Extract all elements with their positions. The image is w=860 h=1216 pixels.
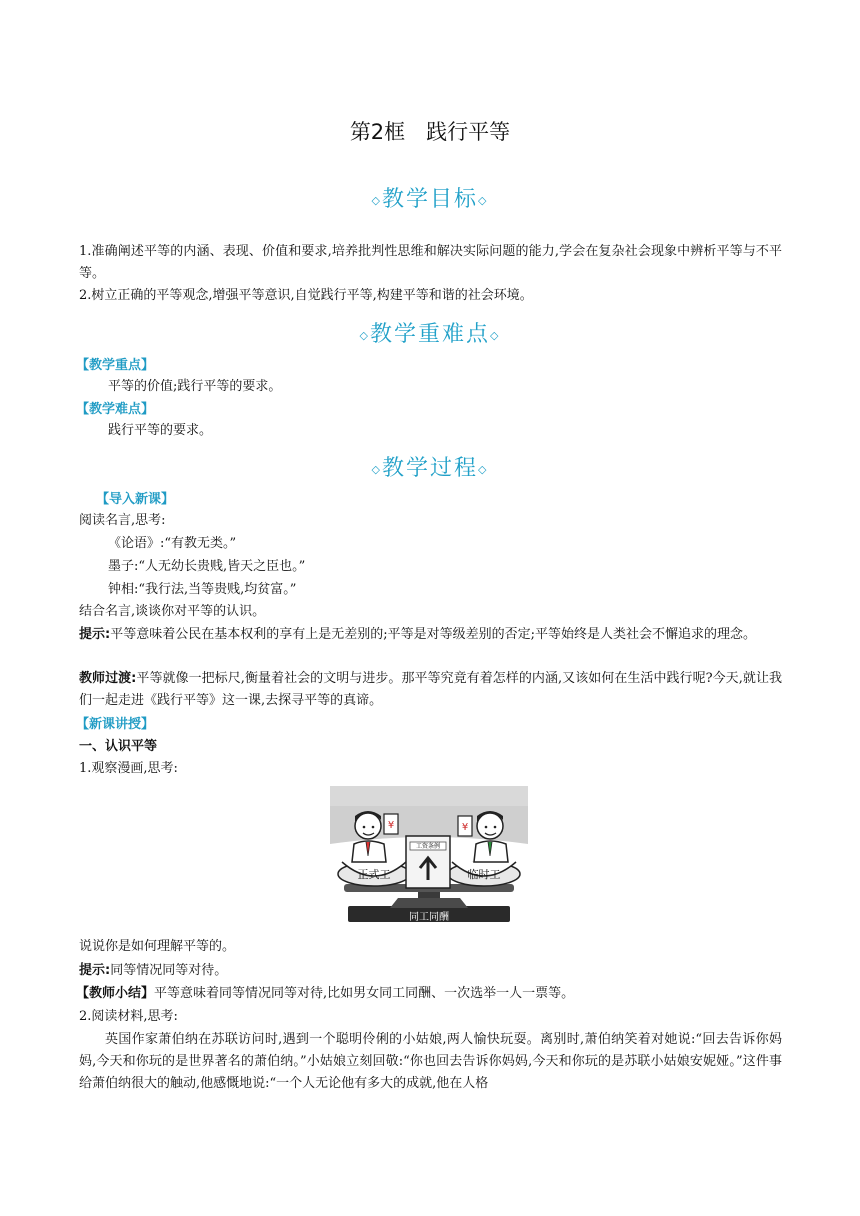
intro-prompt: 阅读名言,思考: bbox=[79, 513, 166, 528]
cartoon-base-label: 同工同酬 bbox=[409, 912, 449, 923]
section-heading-goals bbox=[0, 182, 860, 213]
goal-item-1: 1.准确阐述平等的内涵、表现、价值和要求,培养批判性思维和解决实际问题的能力,学会在复杂社会现象中辨析平等与不平等。 bbox=[79, 244, 782, 281]
cartoon-right-label: 临时工 bbox=[467, 868, 501, 881]
reading-material: 英国作家萧伯纳在苏联访问时,遇到一个聪明伶俐的小姑娘,两人愉快玩耍。离别时,萧伯纳笑着对她说:“回去告诉你妈妈,今天和你玩的是世界著名的萧伯纳。”小姑娘立刻回敬:“你也回去告诉你妈妈,今天和你玩的是苏联小姑娘安妮娅。”这件事给萧伯纳很大的触动,他感慨地说:“一个人无论他有多大的成就,他在人格 bbox=[79, 1032, 782, 1091]
tag-intro: 【导入新课】 bbox=[96, 492, 175, 507]
cartoon-coin-right: ¥ bbox=[461, 822, 469, 833]
teacher-summary bbox=[76, 983, 782, 1005]
difficulties-text: 践行平等的要求。 bbox=[108, 423, 213, 438]
tag-difficulties: 【教学难点】 bbox=[76, 402, 155, 417]
transition-text: 平等就像一把标尺,衡量着社会的文明与进步。那平等究竟有着怎样的内涵,又该如何在生活中践行呢?今天,就让我们一起走进《践行平等》这一课,去探寻平等的真谛。 bbox=[79, 671, 782, 708]
goal-item-2: 2.树立正确的平等观念,增强平等意识,自觉践行平等,构建平等和谐的社会环境。 bbox=[79, 288, 533, 303]
tag-key-points: 【教学重点】 bbox=[76, 358, 155, 373]
item-1: 1.观察漫画,思考: bbox=[79, 761, 178, 776]
hint-1-text: 同等情况同等对待。 bbox=[110, 963, 228, 978]
item-2: 2.阅读材料,思考: bbox=[79, 1009, 178, 1024]
tag-new-lesson: 【新课讲授】 bbox=[76, 717, 155, 732]
section-heading-process-text: 教学过程 bbox=[381, 456, 478, 481]
diamond-icon: ◇ bbox=[359, 329, 370, 342]
hint-label: 提示: bbox=[79, 963, 111, 978]
quote-1: 《论语》:“有教无类。” bbox=[108, 536, 237, 551]
diamond-icon: ◇ bbox=[371, 194, 382, 207]
question-1: 说说你是如何理解平等的。 bbox=[79, 939, 236, 954]
teacher-transition bbox=[79, 668, 782, 712]
transition-label: 教师过渡: bbox=[79, 671, 137, 686]
diamond-icon: ◇ bbox=[478, 463, 489, 476]
diamond-icon: ◇ bbox=[371, 463, 382, 476]
tag-summary: 【教师小结】 bbox=[76, 986, 155, 1001]
summary-text: 平等意味着同等情况同等对待,比如男女同工同酬、一次选举一人一票等。 bbox=[154, 986, 575, 1001]
cartoon-book-label: 工资条例 bbox=[415, 843, 441, 850]
hint-label: 提示: bbox=[79, 627, 111, 642]
hint-text: 平等意味着公民在基本权利的享有上是无差别的;平等是对等级差别的否定;平等始终是人类社会不懈追求的理念。 bbox=[110, 627, 756, 642]
page-title: 第2框 践行平等 bbox=[349, 120, 511, 144]
intro-question: 结合名言,谈谈你对平等的认识。 bbox=[79, 604, 266, 619]
diamond-icon: ◇ bbox=[490, 329, 501, 342]
cartoon-coin-left: ¥ bbox=[387, 820, 395, 831]
cartoon-left-label: 正式工 bbox=[357, 868, 391, 881]
section-heading-key-text: 教学重难点 bbox=[369, 322, 490, 347]
section-heading-key bbox=[0, 317, 860, 348]
section-heading-goals-text: 教学目标 bbox=[381, 187, 478, 212]
cartoon-balance-scale bbox=[330, 786, 528, 924]
quote-2: 墨子:“人无幼长贵贱,皆天之臣也。” bbox=[108, 559, 306, 574]
diamond-icon: ◇ bbox=[478, 194, 489, 207]
key-points-text: 平等的价值;践行平等的要求。 bbox=[108, 379, 282, 394]
section-heading-process bbox=[0, 451, 860, 482]
intro-hint bbox=[79, 624, 782, 646]
quote-3: 钟相:“我行法,当等贵贱,均贫富。” bbox=[108, 582, 297, 597]
lesson-heading: 一、认识平等 bbox=[79, 739, 158, 754]
hint-1 bbox=[79, 960, 782, 982]
